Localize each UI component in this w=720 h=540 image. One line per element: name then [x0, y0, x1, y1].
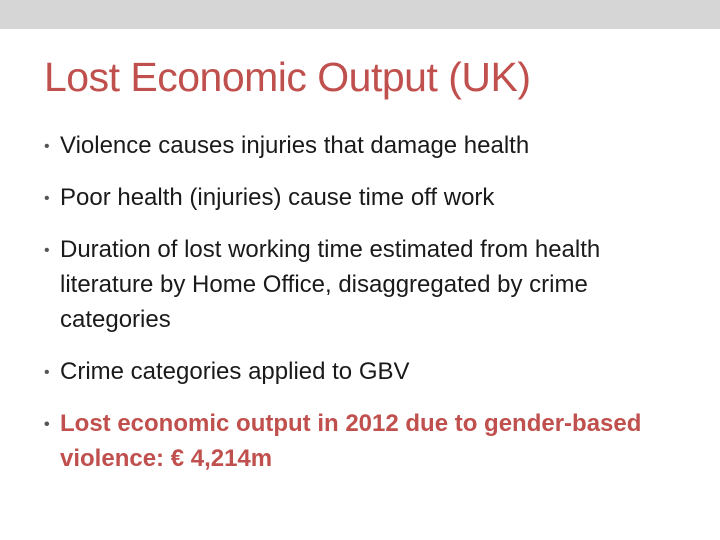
- slide-title: Lost Economic Output (UK): [44, 54, 531, 100]
- bullet-list: [44, 128, 684, 493]
- bullet-dot-icon: •: [44, 416, 50, 433]
- bullet-text: Poor health (injuries) cause time off work: [60, 184, 495, 211]
- bullet-dot-icon: •: [44, 138, 50, 155]
- bullet-text-highlight: Lost economic output in 2012 due to gender-based violence: € 4,214m: [60, 410, 642, 472]
- bullet-text: Violence causes injuries that damage health: [60, 132, 530, 159]
- bullet-dot-icon: •: [44, 190, 50, 207]
- bullet-item-highlight: [44, 406, 684, 476]
- top-bar: [0, 0, 720, 29]
- bullet-item: [44, 354, 684, 389]
- bullet-item: [44, 180, 684, 215]
- bullet-text: Duration of lost working time estimated from health literature by Home Office, disaggregated by crime categories: [60, 236, 601, 333]
- bullet-dot-icon: •: [44, 364, 50, 381]
- bullet-item: [44, 232, 684, 337]
- bullet-item: [44, 128, 684, 163]
- bullet-dot-icon: •: [44, 242, 50, 259]
- bullet-text: Crime categories applied to GBV: [60, 358, 410, 385]
